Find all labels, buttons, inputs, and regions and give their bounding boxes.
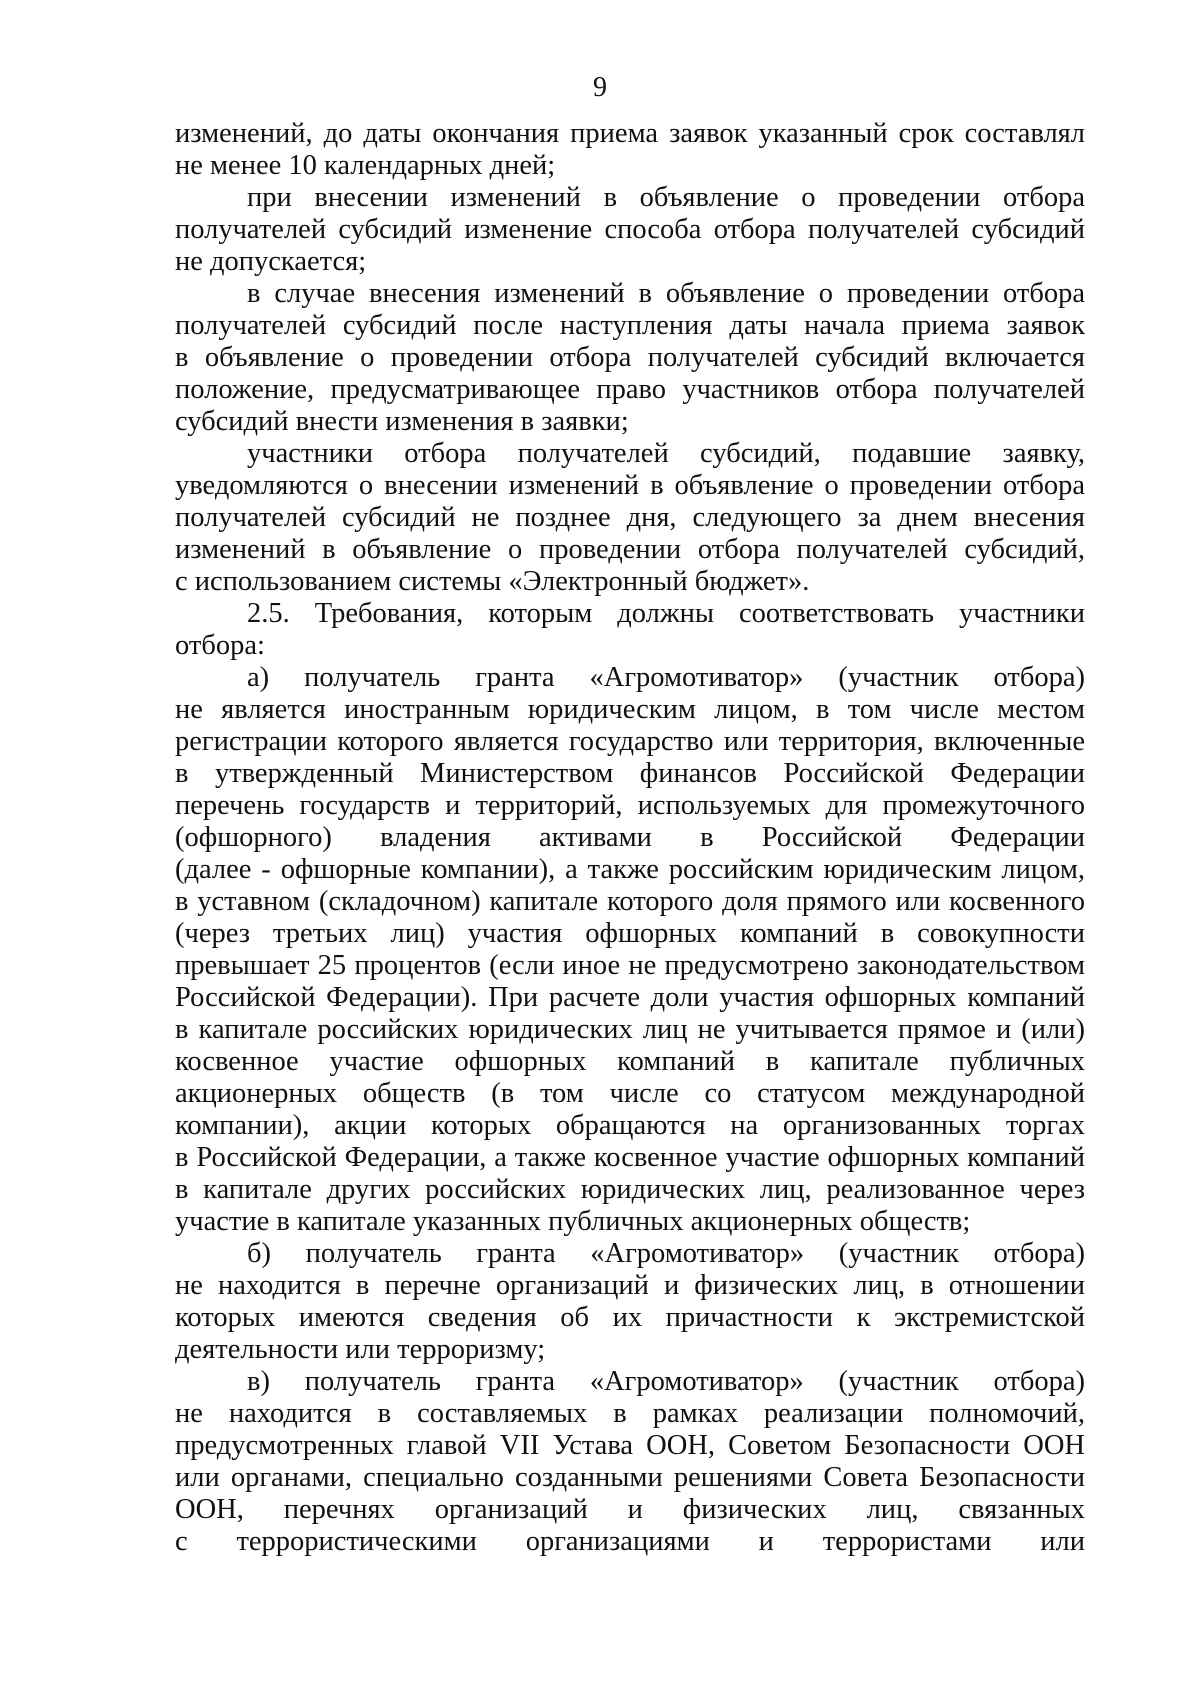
text-line: с использованием системы «Электронный бюджет». — [175, 566, 810, 597]
text-line: (офшорного) владения активами в Российской Федерации — [175, 822, 1085, 853]
text-line: отбора: — [175, 630, 265, 661]
text-line: косвенное участие офшорных компаний в капитале публичных — [175, 1046, 1085, 1077]
text-line: получателей субсидий изменение способа отбора получателей субсидий — [175, 214, 1085, 245]
text-line: 2.5. Требования, которым должны соответствовать участники — [247, 598, 1085, 629]
text-line: в уставном (складочном) капитале которого доля прямого или косвенного — [175, 886, 1085, 917]
text-line: не находится в перечне организаций и физических лиц, в отношении — [175, 1270, 1085, 1301]
text-line: субсидий внести изменения в заявки; — [175, 406, 629, 437]
text-line: в утвержденный Министерством финансов Российской Федерации — [175, 758, 1085, 789]
text-line: положение, предусматривающее право участников отбора получателей — [175, 374, 1085, 405]
text-line: в объявление о проведении отбора получателей субсидий включается — [175, 342, 1085, 373]
text-line: а) получатель гранта «Агромотиватор» (участник отбора) — [247, 662, 1085, 693]
text-line: получателей субсидий после наступления даты начала приема заявок — [175, 310, 1085, 341]
text-line: деятельности или терроризму; — [175, 1334, 546, 1365]
text-line: б) получатель гранта «Агромотиватор» (участник отбора) — [247, 1238, 1085, 1269]
text-line: ООН, перечнях организаций и физических лиц, связанных — [175, 1494, 1085, 1525]
text-line: изменений, до даты окончания приема заявок указанный срок составлял — [175, 118, 1085, 149]
text-line: в капитале российских юридических лиц не учитывается прямое и (или) — [175, 1014, 1085, 1045]
text-line: компании), акции которых обращаются на организованных торгах — [175, 1110, 1085, 1141]
text-line: в) получатель гранта «Агромотиватор» (участник отбора) — [247, 1366, 1085, 1397]
text-line: в случае внесения изменений в объявление о проведении отбора — [247, 278, 1085, 309]
text-line: при внесении изменений в объявление о проведении отбора — [247, 182, 1085, 213]
text-line: перечень государств и территорий, используемых для промежуточного — [175, 790, 1085, 821]
text-line: изменений в объявление о проведении отбора получателей субсидий, — [175, 534, 1085, 565]
text-line: акционерных обществ (в том числе со статусом международной — [175, 1078, 1085, 1109]
text-line: (далее - офшорные компании), а также российским юридическим лицом, — [175, 854, 1085, 885]
text-line: или органами, специально созданными решениями Совета Безопасности — [175, 1462, 1085, 1493]
text-line: в капитале других российских юридических лиц, реализованное через — [175, 1174, 1085, 1205]
text-line: участие в капитале указанных публичных акционерных обществ; — [175, 1206, 971, 1237]
text-line: в Российской Федерации, а также косвенное участие офшорных компаний — [175, 1142, 1085, 1173]
text-line: не менее 10 календарных дней; — [175, 150, 556, 181]
text-line: получателей субсидий не позднее дня, следующего за днем внесения — [175, 502, 1085, 533]
page-number: 9 — [593, 72, 607, 103]
text-line: регистрации которого является государство или территория, включенные — [175, 726, 1085, 757]
text-line: предусмотренных главой VII Устава ООН, Советом Безопасности ООН — [175, 1430, 1085, 1461]
text-line: Российской Федерации). При расчете доли участия офшорных компаний — [175, 982, 1085, 1013]
text-line: с террористическими организациями и террористами или — [175, 1526, 1085, 1557]
text-line: не является иностранным юридическим лицом, в том числе местом — [175, 694, 1085, 725]
text-line: (через третьих лиц) участия офшорных компаний в совокупности — [175, 918, 1085, 949]
text-line: не допускается; — [175, 246, 367, 277]
text-line: уведомляются о внесении изменений в объявление о проведении отбора — [175, 470, 1085, 501]
text-line: которых имеются сведения об их причастности к экстремистской — [175, 1302, 1085, 1333]
text-line: не находится в составляемых в рамках реализации полномочий, — [175, 1398, 1085, 1429]
text-line: участники отбора получателей субсидий, подавшие заявку, — [247, 438, 1085, 469]
text-line: превышает 25 процентов (если иное не предусмотрено законодательством — [175, 950, 1085, 981]
